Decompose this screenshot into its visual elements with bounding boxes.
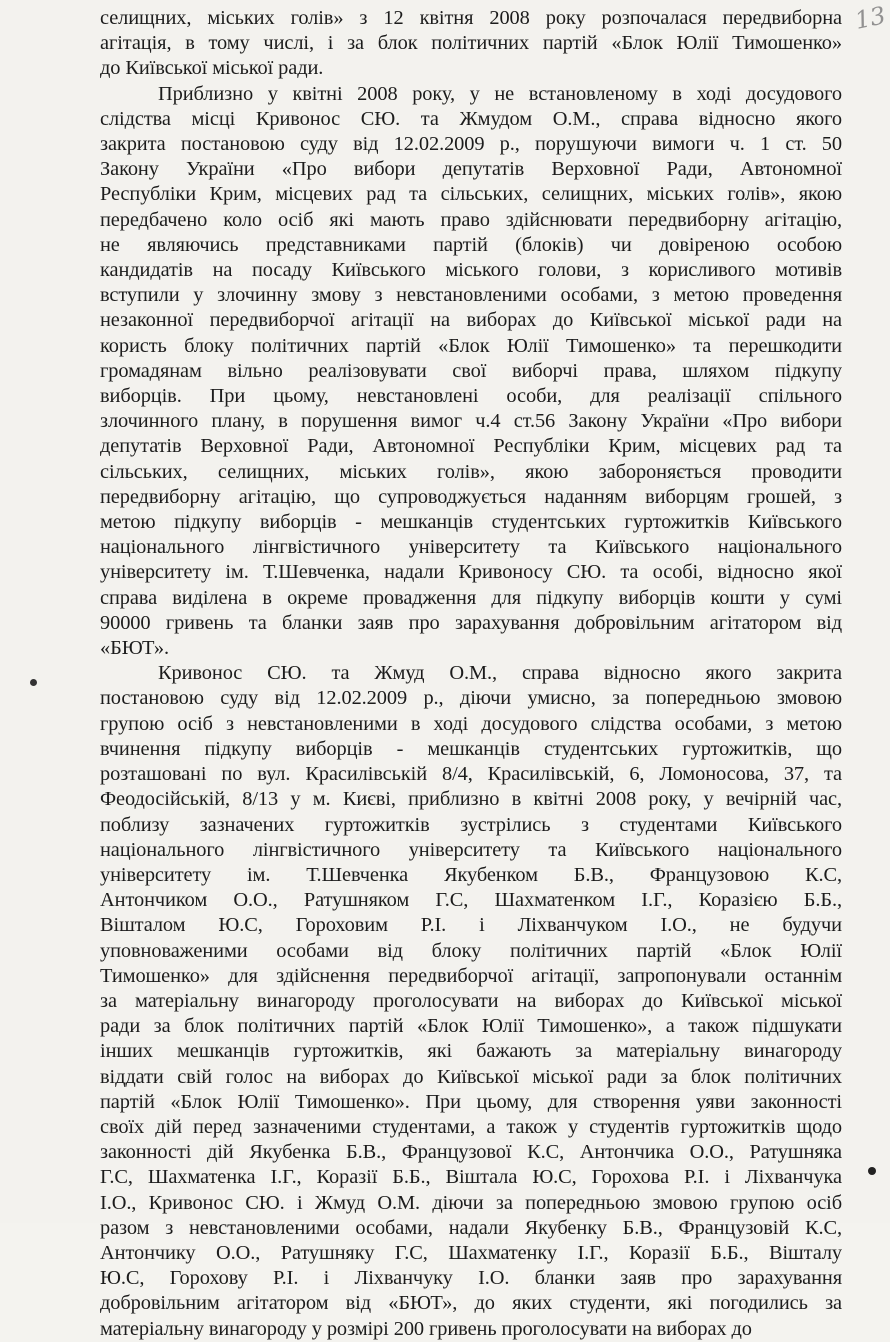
text-line: разом з невстановленими особами, надали Якубенку Б.В., Французовій К.С, [100, 1216, 842, 1239]
text-line: законності дій Якубенка Б.В., Французової К.С, Антончика О.О., Ратушняка [100, 1141, 842, 1164]
text-line: слідства місці Кривонос СЮ. та Жмудом О.М., справа відносно якого [100, 107, 842, 130]
text-line: групою осіб з невстановленими в ході досудового слідства особами, з метою [100, 712, 842, 735]
text-line: селищних, міських голів» з 12 квітня 2008 року розпочалася передвиборна [100, 7, 842, 29]
text-line: за матеріальну винагороду проголосувати на виборах до Київської міської [100, 989, 842, 1012]
text-line: Приблизно у квітні 2008 року, у не встановленому в ході досудового [158, 82, 842, 105]
page-number-mark: 13 [852, 1, 889, 35]
text-line: вступили у злочинну змову з невстановленими особами, з метою проведення [100, 284, 842, 307]
text-line: добровільним агітатором від «БЮТ», до яких студенти, які погодились за [100, 1292, 842, 1315]
text-line: не являючись представниками партій (блоків) чи довіреною особою [100, 233, 842, 256]
text-line: національного лінгвістичного університету та Київського національного [100, 838, 842, 861]
text-line: агітація, в тому числі, і за блок політичних партій «Блок Юлії Тимошенко» [100, 32, 842, 55]
text-line: університету ім. Т.Шевченка, надали Кривоносу СЮ. та особі, відносно якої [100, 561, 842, 584]
text-line: користь блоку політичних партій «Блок Юлії Тимошенко» та перешкодити [100, 334, 842, 357]
text-line: уповноваженими особами від блоку політичних партій «Блок Юлії [100, 939, 842, 962]
text-line: до Київської міської ради. [100, 57, 324, 80]
text-line: своїх дій перед зазначеними студентами, а також у студентів гуртожитків щодо [100, 1115, 842, 1138]
text-line: Г.С, Шахматенка І.Г., Коразії Б.Б., Віштала Ю.С, Горохова Р.І. і Ліхванчука [100, 1166, 842, 1189]
corner-dot [868, 1167, 876, 1175]
text-line: Республіки Крим, місцевих рад та сільських, селищних, міських голів», якою [100, 183, 842, 206]
text-line: віддати свій голос на виборах до Київської міської ради за блок політичних [100, 1065, 842, 1088]
text-line: депутатів Верховної Ради, Автономної Республіки Крим, місцевих рад та [100, 435, 842, 458]
text-line: справа виділена в окреме провадження для підкупу виборців кошти у сумі [100, 586, 842, 609]
text-line: університету ім. Т.Шевченка Якубенком Б.В., Французовою К.С, [100, 863, 842, 886]
text-line: вчинення підкупу виборців - мешканців студентських гуртожитків, що [100, 737, 842, 760]
text-line: Вішталом Ю.С, Гороховим Р.І. і Ліхванчуком І.О., не будучи [100, 914, 842, 937]
text-line: І.О., Кривонос СЮ. і Жмуд О.М. діючи за попередньою змовою групою осіб [100, 1191, 842, 1214]
text-line: національного лінгвістичного університету та Київського національного [100, 536, 842, 559]
text-line: незаконної передвиборчої агітації на виборах до Київської міської ради на [100, 309, 842, 332]
text-line: 90000 гривень та бланки заяв про зарахування добровільним агітатором від [100, 611, 842, 634]
text-line: партій «Блок Юлії Тимошенко». При цьому, для створення уяви законності [100, 1090, 842, 1113]
text-line: Закону України «Про вибори депутатів Верховної Ради, Автономної [100, 158, 842, 181]
text-line: ради за блок політичних партій «Блок Юлії Тимошенко», а також підшукати [100, 1015, 842, 1038]
text-line: постановою суду від 12.02.2009 р., діючи умисно, за попередньою змовою [100, 687, 842, 710]
text-line: передбачено коло осіб які мають право здійснювати передвиборну агітацію, [100, 208, 842, 231]
text-line: Кривонос СЮ. та Жмуд О.М., справа відносно якого закрита [158, 662, 842, 685]
text-line: Феодосійській, 8/13 у м. Києві, приблизно в квітні 2008 року, у вечірній час, [100, 788, 842, 811]
text-line: інших мешканців гуртожитків, які бажають за матеріальну винагороду [100, 1040, 842, 1063]
text-line: розташовані по вул. Красилівській 8/4, Красилівській, 6, Ломоносова, 37, та [100, 763, 842, 786]
text-line: Ю.С, Горохову Р.І. і Ліхванчуку І.О. бланки заяв про зарахування [100, 1267, 842, 1290]
text-line: кандидатів на посаду Київського міського голови, з корисливого мотивів [100, 259, 842, 282]
text-line: закрита постановою суду від 12.02.2009 р., порушуючи вимоги ч. 1 ст. 50 [100, 133, 842, 156]
text-line: матеріальну винагороду у розмірі 200 гривень проголосувати на виборах до [100, 1317, 752, 1340]
text-line: сільських, селищних, міських голів», якою забороняється проводити [100, 460, 842, 483]
text-line: метою підкупу виборців - мешканців студентських гуртожитків Київського [100, 511, 842, 534]
text-line: Антончиком О.О., Ратушняком Г.С, Шахматенком І.Г., Коразією Б.Б., [100, 889, 842, 912]
text-line: Тимошенко» для здійснення передвиборчої агітації, запропонували останнім [100, 964, 842, 987]
document-body [100, 6, 842, 1342]
text-line: поблизу зазначених гуртожитків зустрілись з студентами Київського [100, 813, 842, 836]
text-line: Антончику О.О., Ратушняку Г.С, Шахматенку І.Г., Коразії Б.Б., Вішталу [100, 1241, 842, 1264]
text-line: «БЮТ». [100, 637, 169, 660]
text-line: виборців. При цьому, невстановлені особи, для реалізації спільного [100, 385, 842, 408]
text-line: злочинного плану, в порушення вимог ч.4 ст.56 Закону України «Про вибори [100, 410, 842, 433]
text-line: передвиборну агітацію, що супроводжується наданням виборцям грошей, з [100, 485, 842, 508]
text-line: громадянам вільно реалізовувати свої виборчі права, шляхом підкупу [100, 359, 842, 382]
margin-mark [30, 679, 37, 686]
